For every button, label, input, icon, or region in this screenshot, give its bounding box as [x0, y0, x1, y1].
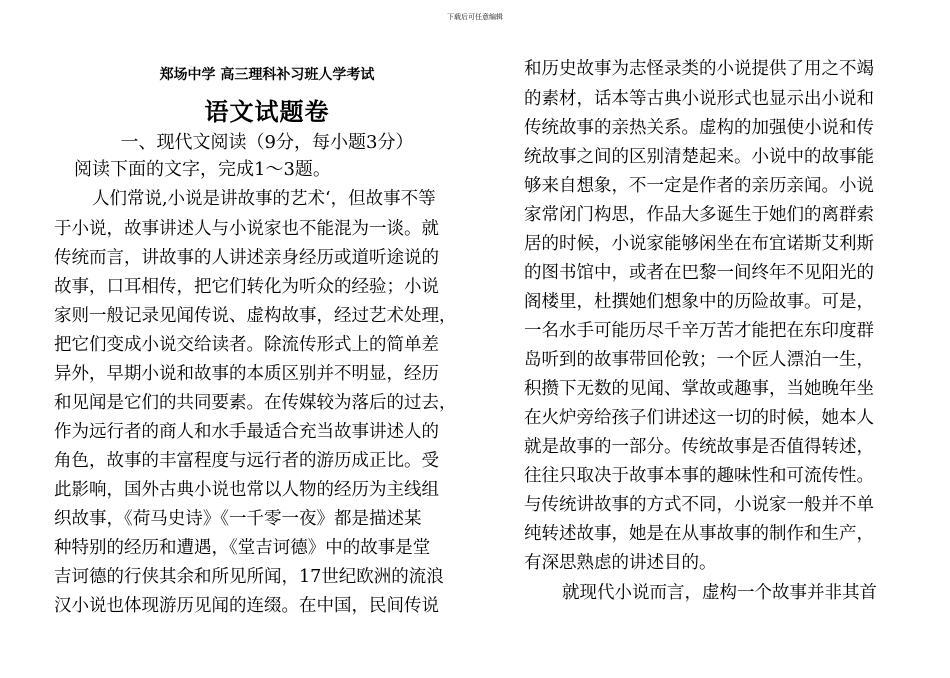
left-passage-line: 传统而言，讲故事的人讲述亲身经历或道听途说的 [54, 248, 439, 268]
right-passage-line: 家常闭门构思，作品大多诞生于她们的离群索 [524, 205, 874, 225]
left-passage-line: 和见闻是它们的共同要素。在传媒较为落后的过去， [54, 393, 457, 413]
left-passage-line: 种特别的经历和遭遇，《堂吉诃德》中的故事是堂 [54, 538, 431, 558]
left-passage-line: 此影响，国外古典小说也常以人物的经历为主线组 [54, 480, 439, 500]
exam-title: 郑场中学 高三理科补习班人学考试 [159, 67, 375, 83]
right-passage-line: 积攒下无数的见闻、掌故或趣事，当她晚年坐 [524, 379, 874, 399]
header-note: 下载后可任意编辑 [447, 13, 503, 21]
right-passage-line: 统故事之间的区别清楚起来。小说中的故事能 [524, 147, 874, 167]
right-passage-line: 就现代小说而言，虚构一个故事并非其首 [562, 583, 877, 603]
right-passage-line: 就是故事的一部分。传统故事是否值得转述， [524, 437, 874, 457]
right-passage-line: 纯转述故事，她是在从事故事的制作和生产， [524, 524, 874, 544]
reading-instruction: 阅读下面的文字，完成1～3题。 [74, 159, 331, 180]
left-passage-line: 把它们变成小说交给读者。除流传形式上的简单差 [54, 335, 439, 355]
right-passage-line: 够来自想象，不一定是作者的亲历亲闻。小说 [524, 176, 874, 196]
section-title: 一、现代文阅读（9分，每小题3分） [120, 132, 414, 153]
left-passage-line: 人们常说,小说是讲故事的艺术‘，但故事不等 [92, 189, 436, 209]
left-passage-line: 吉诃德的行侠其余和所见所闻，17世纪欧洲的流浪 [54, 567, 444, 587]
right-passage-line: 阁楼里，杜撰她们想象中的历险故事。可是， [524, 292, 874, 312]
left-passage-line: 于小说，故事讲述人与小说家也不能混为一谈。就 [54, 219, 439, 239]
left-passage-line: 家则一般记录见闻传说、虚构故事，经过艺术处理， [54, 306, 457, 326]
left-passage-line: 作为远行者的商人和水手最适合充当故事讲述人的 [54, 422, 439, 442]
right-passage-line: 岛听到的故事带回伦敦；一个匠人漂泊一生， [524, 350, 874, 370]
right-passage-line: 传统故事的亲热关系。虚构的加强使小说和传 [524, 118, 874, 138]
right-passage-line: 和历史故事为志怪录类的小说提供了用之不竭 [524, 59, 874, 79]
right-passage-line: 在火炉旁给孩子们讲述这一切的时候，她本人 [524, 408, 874, 428]
left-passage-line: 异外，早期小说和故事的本质区别并不明显，经历 [54, 364, 439, 384]
right-passage-line: 往往只取决于故事本事的趣味性和可流传性。 [524, 466, 874, 486]
right-passage-line: 与传统讲故事的方式不同，小说家一般并不单 [524, 495, 874, 515]
left-passage-line: 织故事，《荷马史诗》《一千零一夜》都是描述某 [54, 509, 422, 529]
right-passage-line: 一名水手可能历尽千辛万苦才能把在东印度群 [524, 321, 874, 341]
right-passage-line: 的图书馆中，或者在巴黎一间终年不见阳光的 [524, 263, 874, 283]
right-passage-line: 居的时候，小说家能够闲坐在布宜诺斯艾利斯 [524, 234, 874, 254]
left-passage-line: 角色，故事的丰富程度与远行者的游历成正比。受 [54, 451, 439, 471]
right-passage-line: 的素材，话本等古典小说形式也显示出小说和 [524, 89, 874, 109]
right-passage-line: 有深思熟虑的讲述目的。 [524, 553, 717, 573]
left-passage-line: 汉小说也体现游历见闻的连缀。在中国，民间传说 [54, 596, 439, 616]
subject-title: 语文试题卷 [204, 97, 330, 126]
left-passage-line: 故事，口耳相传，把它们转化为听众的经验；小说 [54, 277, 439, 297]
